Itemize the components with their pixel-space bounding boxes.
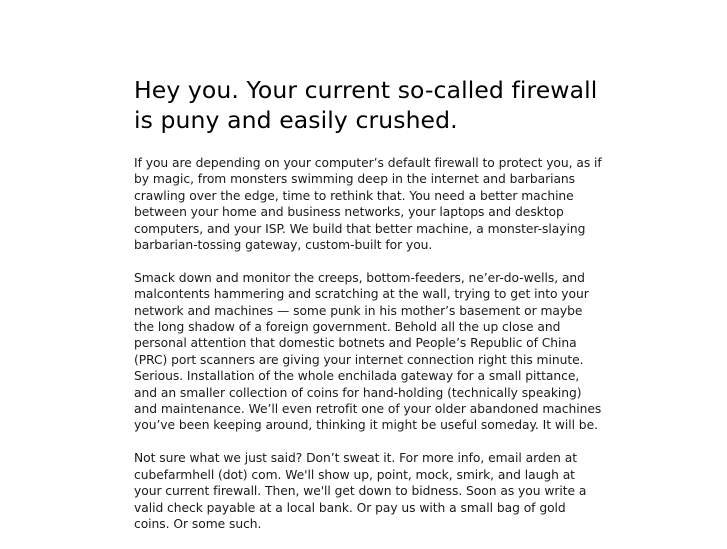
article xyxy=(134,75,604,549)
paragraph-monitoring: Smack down and monitor the creeps, bottom-feeders, ne’er-do-wells, and malcontents hammering and scratching at the wall, trying to get into your network and machines — some punk in his mother’s basement or maybe the long shadow of a foreign government. Behold all the up close and personal attention that domestic botnets and People’s Republic of China (PRC) port scanners are giving your internet connection right this minute. Serious. Installation of the whole enchilada gateway for a small pittance, and an smaller collection of coins for hand-holding (technically speaking) and maintenance. We’ll even retrofit one of your older abandoned machines you’ve been keeping around, thinking it might be useful someday. It will be. xyxy=(134,270,602,433)
paragraph-contact: Not sure what we just said? Don’t sweat it. For more info, email arden at cubefarmhell (dot) com. We'll show up, point, mock, smirk, and laugh at your current firewall. Then, we'll get down to bidness. Soon as you write a valid check payable at a local bank. Or pay us with a small bag of gold coins. Or some such. xyxy=(134,451,587,531)
page-headline: Hey you. Your current so-called firewall is puny and easily crushed. xyxy=(134,76,598,134)
paragraph-intro: If you are depending on your computer’s default firewall to protect you, as if by magic, from monsters swimming deep in the internet and barbarians crawling over the edge, time to rethink that. You need a better machine between your home and business networks, your laptops and desktop computers, and your ISP. We build that better machine, a monster-slaying barbarian-tossing gateway, custom-built for you. xyxy=(134,156,602,253)
